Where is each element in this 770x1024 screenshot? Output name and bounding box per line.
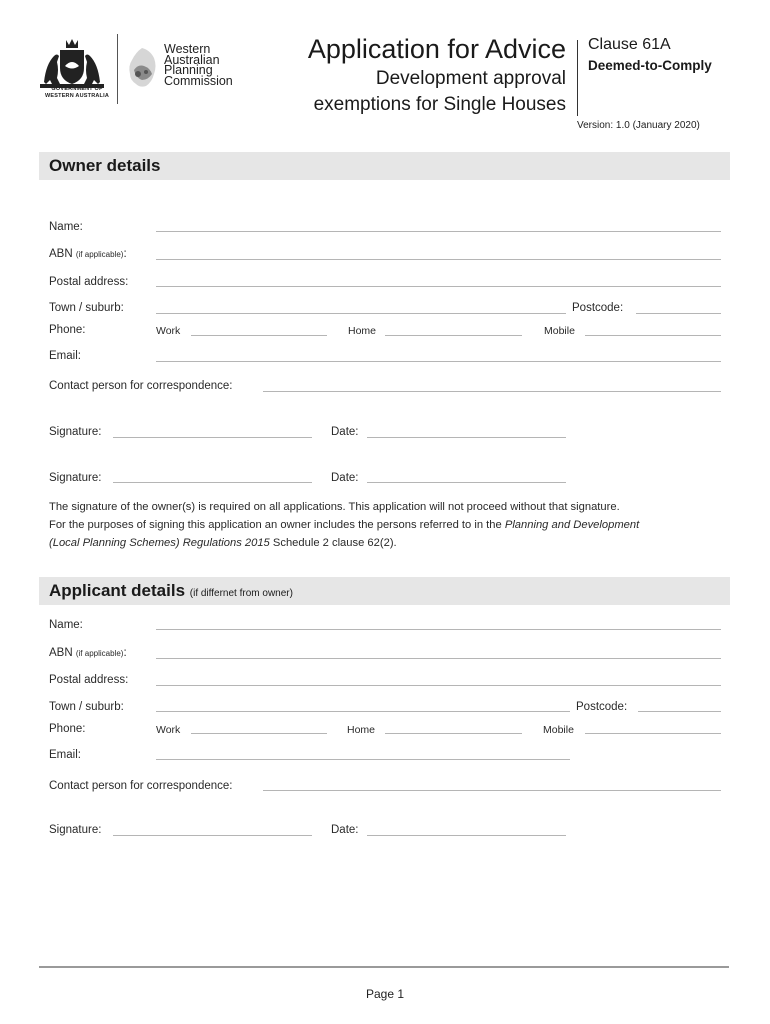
government-crest-logo [36,36,108,90]
footer-divider [39,966,729,968]
applicant-date-label: Date: [331,824,359,836]
note-text: Schedule 2 clause 62(2). [269,537,397,549]
applicant-email-field[interactable] [156,759,570,760]
owner-home-phone-field[interactable] [385,335,522,336]
applicant-postcode-label: Postcode: [576,701,628,713]
note-line [49,516,729,534]
note-line [49,534,729,552]
owner-phone-label: Phone: [49,324,86,336]
applicant-postal-field[interactable] [156,685,721,686]
applicant-contact-field[interactable] [263,790,721,791]
applicant-mobile-phone-field[interactable] [585,733,721,734]
owner-date1-field[interactable] [367,437,566,438]
version-label: Version: 1.0 (January 2020) [577,120,700,131]
abn-colon: : [123,248,127,260]
applicant-email-label: Email: [49,749,81,761]
applicant-postcode-field[interactable] [638,711,721,712]
owner-work-phone-field[interactable] [191,335,327,336]
applicant-title-note: (if differnet from owner) [189,588,293,599]
owner-contact-field[interactable] [263,391,721,392]
abn-text: ABN [49,248,73,260]
owner-postal-label: Postal address: [49,276,129,288]
owner-email-field[interactable] [156,361,721,362]
owner-work-label: Work [156,325,181,337]
owner-mobile-phone-field[interactable] [585,335,721,336]
applicant-signature-field[interactable] [113,835,312,836]
abn-text: ABN [49,647,73,659]
applicant-town-field[interactable] [156,711,570,712]
owner-signature2-field[interactable] [113,482,312,483]
owner-signature2-label: Signature: [49,472,102,484]
applicant-mobile-label: Mobile [543,724,574,736]
owner-signature-note [49,498,729,552]
owner-contact-label: Contact person for correspondence: [49,380,233,392]
owner-section-title: Owner details [49,156,161,175]
government-name: GOVERNMENT OF WESTERN AUSTRALIA [45,86,109,99]
wapc-name-line: Western [164,42,211,56]
applicant-name-label: Name: [49,619,83,631]
owner-date1-label: Date: [331,426,359,438]
applicant-date-field[interactable] [367,835,566,836]
wapc-name-line: Australian [164,52,220,67]
applicant-phone-label: Phone: [49,723,86,735]
owner-signature1-field[interactable] [113,437,312,438]
applicant-home-label: Home [347,724,376,736]
abn-colon: : [123,647,127,659]
owner-town-label: Town / suburb: [49,302,124,314]
applicant-section-title [49,581,293,601]
owner-postcode-label: Postcode: [572,302,624,314]
document-title: Application for Advice [307,34,566,64]
owner-email-label: Email: [49,350,81,362]
wapc-name-line: Commission [164,73,233,88]
applicant-work-phone-field[interactable] [191,733,327,734]
note-italic: Planning and Development [504,519,640,531]
applicant-abn-field[interactable] [156,658,721,659]
owner-name-label: Name: [49,221,83,233]
applicant-postal-label: Postal address: [49,674,129,686]
abn-note: (if applicable) [75,649,124,658]
owner-abn-label [49,248,127,260]
owner-home-label: Home [348,325,377,337]
header-divider [117,34,118,104]
clause-label: Clause 61A [588,36,671,53]
applicant-title-text: Applicant details [49,581,186,600]
wapc-name [164,44,233,86]
page-number: Page 1 [365,987,405,1001]
applicant-work-label: Work [156,724,181,736]
applicant-home-phone-field[interactable] [385,733,522,734]
title-divider [577,40,578,116]
deemed-to-comply-label: Deemed-to-Comply [588,58,712,73]
wapc-map-logo [128,44,160,94]
owner-date2-field[interactable] [367,482,566,483]
abn-note: (if applicable) [75,250,124,259]
applicant-town-label: Town / suburb: [49,701,124,713]
owner-mobile-label: Mobile [544,325,575,337]
applicant-contact-label: Contact person for correspondence: [49,780,233,792]
applicant-signature-label: Signature: [49,824,102,836]
owner-postcode-field[interactable] [636,313,721,314]
owner-postal-field[interactable] [156,286,721,287]
applicant-name-field[interactable] [156,629,721,630]
owner-town-field[interactable] [156,313,566,314]
owner-signature1-label: Signature: [49,426,102,438]
wapc-name-line: Planning [164,63,213,77]
owner-abn-field[interactable] [156,259,721,260]
applicant-abn-label [49,647,127,659]
note-italic: (Local Planning Schemes) Regulations 2015 [49,537,270,549]
note-text: For the purposes of signing this application an owner includes the persons referred to in the [49,519,505,531]
owner-date2-label: Date: [331,472,359,484]
owner-name-field[interactable] [156,231,721,232]
document-subtitle-line1: Development approval [375,68,566,89]
note-line: The signature of the owner(s) is required on all applications. This application will not proceed without that signature. [49,501,620,513]
document-subtitle-line2: exemptions for Single Houses [313,94,566,115]
